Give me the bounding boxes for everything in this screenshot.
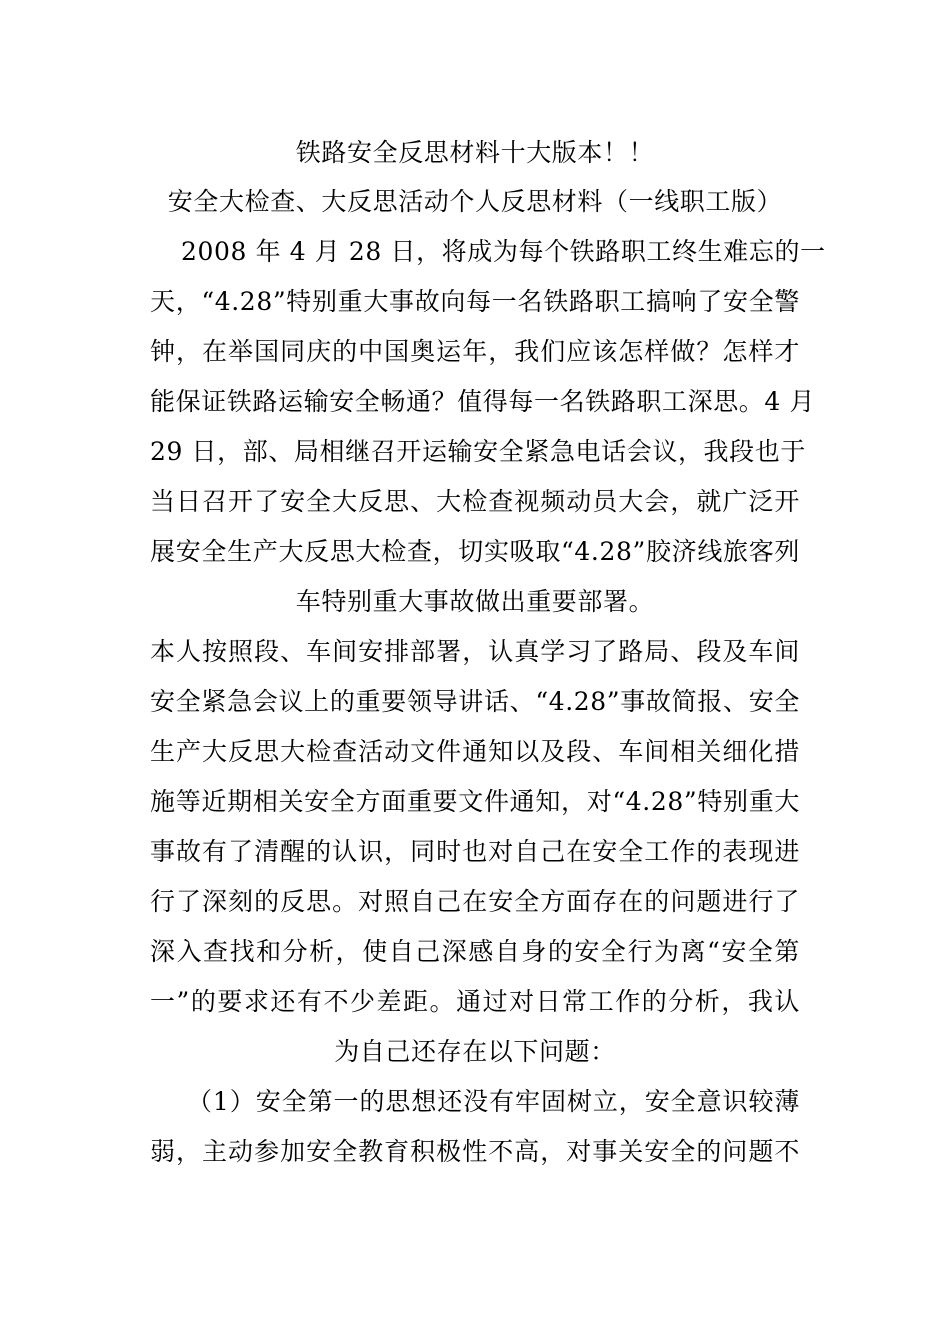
paragraph2-line: 为自己还存在以下问题： — [334, 1037, 616, 1066]
paragraph1-line: 钟，在举国同庆的中国奥运年，我们应该怎样做？怎样才 — [150, 337, 800, 366]
paragraph2-line: 行了深刻的反思。对照自己在安全方面存在的问题进行了 — [150, 887, 800, 916]
paragraph2-line: 生产大反思大检查活动文件通知以及段、车间相关细化措 — [150, 737, 800, 766]
document-title: 铁路安全反思材料十大版本！！ — [295, 138, 655, 167]
document-subtitle: 安全大检查、大反思活动个人反思材料（一线职工版） — [167, 187, 783, 216]
paragraph2-line: 安全紧急会议上的重要领导讲话、“4.28”事故简报、安全 — [150, 687, 800, 716]
paragraph3-line: （1）安全第一的思想还没有牢固树立，安全意识较薄 — [187, 1087, 800, 1116]
paragraph2-line: 事故有了清醒的认识，同时也对自己在安全工作的表现进 — [150, 837, 800, 866]
paragraph1-line: 29 日，部、局相继召开运输安全紧急电话会议，我段也于 — [150, 437, 806, 466]
paragraph2-line: 本人按照段、车间安排部署，认真学习了路局、段及车间 — [150, 637, 800, 666]
paragraph1-line: 2008 年 4 月 28 日，将成为每个铁路职工终生难忘的一 — [181, 237, 826, 266]
paragraph3-line: 弱，主动参加安全教育积极性不高，对事关安全的问题不 — [150, 1137, 800, 1166]
paragraph2-line: 深入查找和分析，使自己深感自身的安全行为离“安全第 — [150, 937, 800, 966]
paragraph1-line: 车特别重大事故做出重要部署。 — [295, 587, 655, 616]
paragraph1-line: 展安全生产大反思大检查，切实吸取“4.28”胶济线旅客列 — [150, 537, 800, 566]
paragraph1-line: 能保证铁路运输安全畅通？值得每一名铁路职工深思。4 月 — [150, 387, 816, 416]
paragraph1-line: 当日召开了安全大反思、大检查视频动员大会，就广泛开 — [150, 487, 800, 516]
paragraph2-line: 一”的要求还有不少差距。通过对日常工作的分析，我认 — [150, 987, 800, 1016]
paragraph1-line: 天，“4.28”特别重大事故向每一名铁路职工搞响了安全警 — [150, 287, 800, 316]
paragraph2-line: 施等近期相关安全方面重要文件通知，对“4.28”特别重大 — [150, 787, 800, 816]
